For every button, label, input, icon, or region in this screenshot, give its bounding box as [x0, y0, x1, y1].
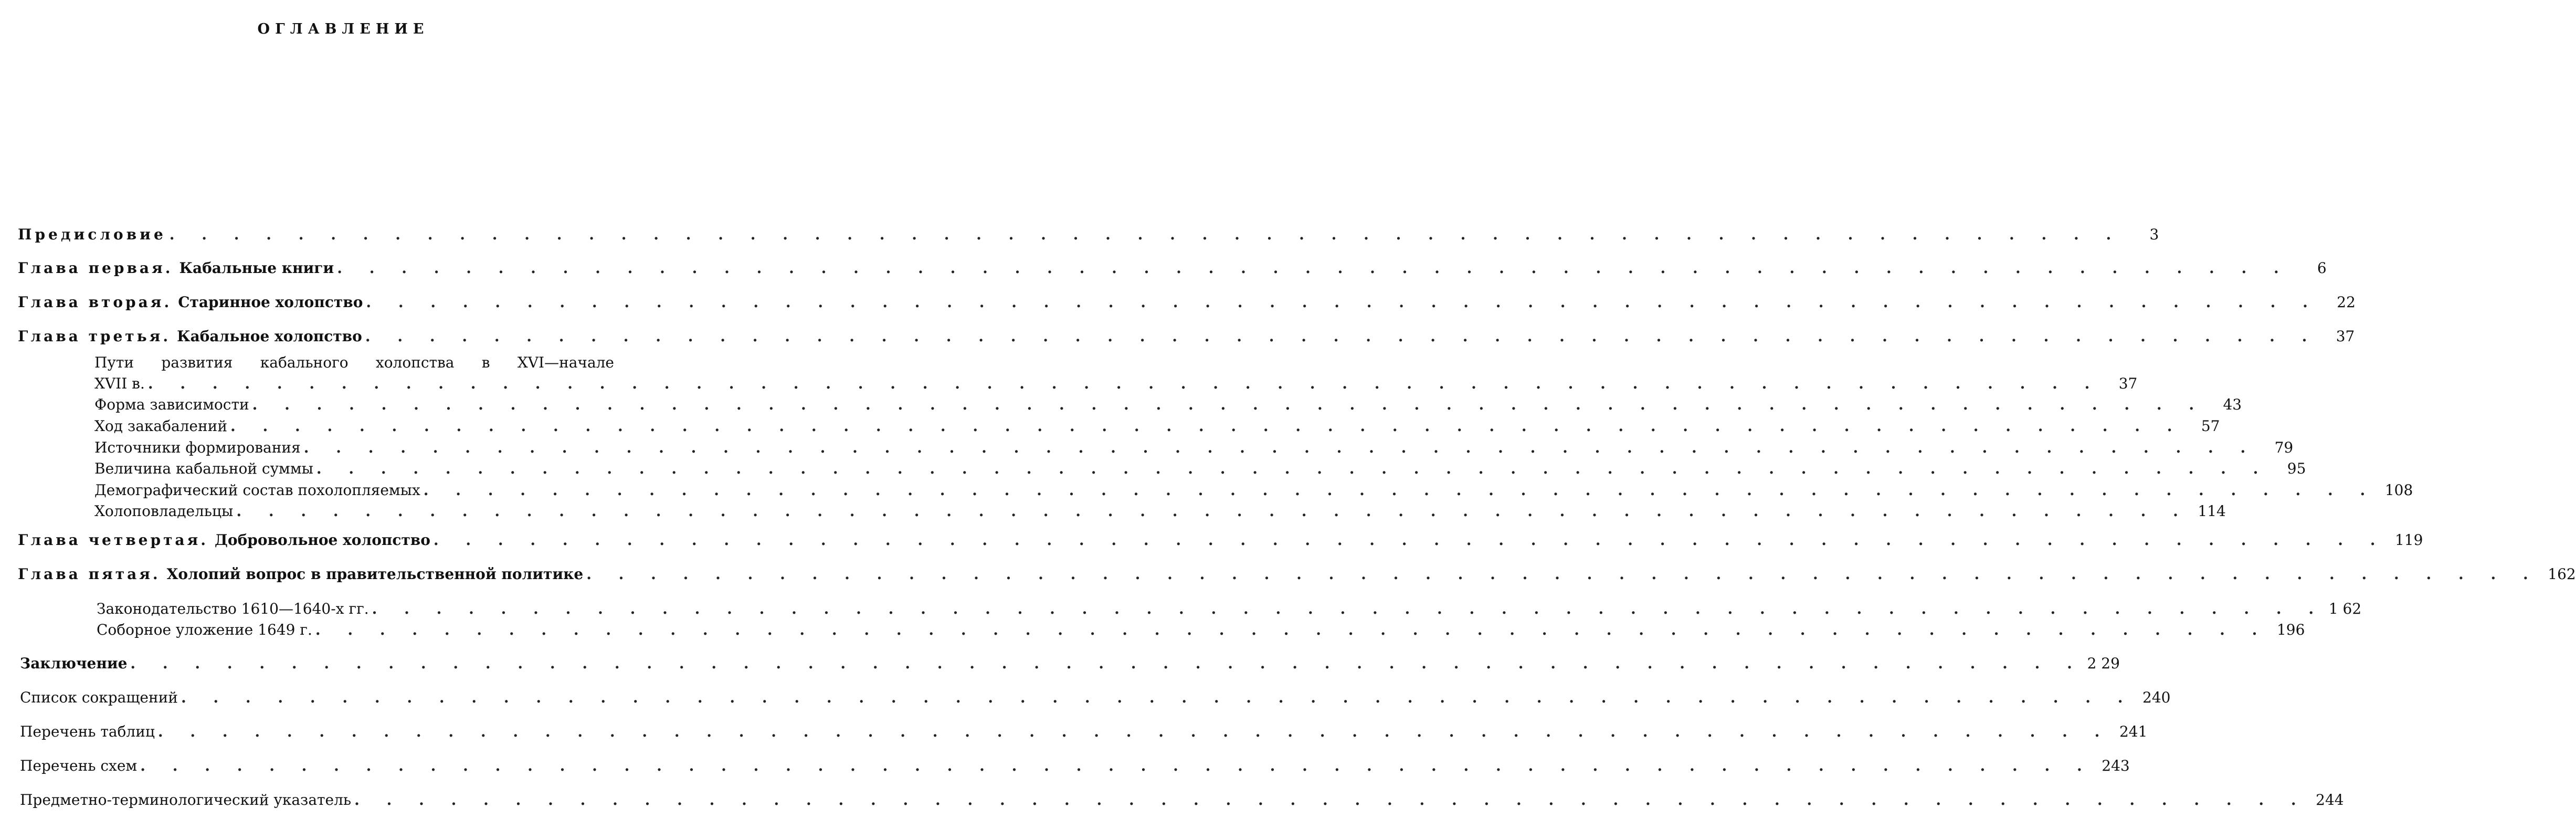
toc-entry-section-5-2[interactable]	[97, 621, 2305, 642]
section-title: Величина кабальной суммы	[94, 460, 313, 477]
section-title: Холоповладельцы	[94, 502, 234, 520]
toc-entry-label: Перечень схем	[20, 757, 138, 774]
section-title: Демографический состав похолопляемых	[94, 481, 420, 499]
toc-entry-label: Перечень таблиц	[20, 723, 155, 740]
section-title-word: в	[481, 354, 490, 371]
toc-entry-index[interactable]	[20, 791, 2344, 812]
toc-entry-abbreviations[interactable]	[20, 689, 2171, 710]
page-number: 57	[2201, 417, 2220, 435]
section-title: Форма зависимости	[94, 396, 249, 413]
dot-leader: . . . . . . . . . . . . . . . . . . . . . . . . . . . . . . . . . . . . . . . . . . . . . . . . . . . . . . . . . . . . .	[316, 460, 2269, 477]
dot-leader: . . . . . . . . . . . . . . . . . . . . . . . . . . . . . . . . . . . . . . . . . . . . . . . . . . . . . . . . . . . . .	[140, 757, 2093, 774]
dot-leader: . . . . . . . . . . . . . . . . . . . . . . . . . . . . . . . . . . . . . . . . . . . . . . . . . . . . . . . . . . . . .	[236, 502, 2189, 520]
page-number: 241	[2119, 723, 2148, 740]
page-number: 1 62	[2328, 600, 2362, 617]
page-number: 119	[2394, 531, 2423, 549]
chapter-label: Глава третья.	[18, 328, 171, 345]
toc-entry-chapter-2[interactable]	[18, 293, 2356, 314]
dot-leader: . . . . . . . . . . . . . . . . . . . . . . . . . . . . . . . . . . . . . . . . . . . . . . . . . . . . . . . . . . . . .	[354, 791, 2307, 808]
page-number: 244	[2316, 791, 2344, 808]
section-title: Ход закабалений	[94, 417, 227, 435]
dot-leader: . . . . . . . . . . . . . . . . . . . . . . . . . . . . . . . . . . . . . . . . . . . . . . . . . . . . . . . . . . . . .	[169, 226, 2123, 243]
toc-entry-schemes[interactable]	[20, 757, 2130, 778]
page-number: 108	[2384, 481, 2413, 499]
dot-leader: . . . . . . . . . . . . . . . . . . . . . . . . . . . . . . . . . . . . . . . . . . . . . . . . . . . . . . . . . . . . .	[586, 565, 2539, 583]
dot-leader: . . . . . . . . . . . . . . . . . . . . . . . . . . . . . . . . . . . . . . . . . . . . . . . . . . . . . . . . . . . . .	[366, 293, 2319, 311]
chapter-title: Добровольное холопство	[215, 531, 430, 549]
page-number: 79	[2274, 439, 2294, 456]
dot-leader: . . . . . . . . . . . . . . . . . . . . . . . . . . . . . . . . . . . . . . . . . . . . . . . . . . . . . . . . . . . . .	[157, 723, 2111, 740]
toc-entry-preface[interactable]	[18, 226, 2159, 247]
page-number: 2 29	[2087, 655, 2120, 672]
toc-entry-chapter-5[interactable]	[18, 565, 2576, 586]
dot-leader: . . . . . . . . . . . . . . . . . . . . . . . . . . . . . . . . . . . . . . . . . . . . . . . . . . . . . . . . . . . . .	[365, 328, 2318, 345]
page-number: 240	[2142, 689, 2171, 706]
toc-entry-chapter-1[interactable]	[18, 259, 2327, 280]
toc-entry-conclusion[interactable]	[20, 655, 2120, 676]
page-title: ОГЛАВЛЕНИЕ	[257, 21, 429, 37]
section-title-word: холопства	[375, 354, 455, 371]
toc-entry-section-3-1[interactable]	[94, 375, 2138, 396]
page-number: 162	[2548, 565, 2576, 583]
section-title-word: развития	[161, 354, 233, 371]
toc-entry-section-3-7[interactable]	[94, 502, 2226, 523]
page-number: 243	[2102, 757, 2130, 774]
page-number: 196	[2276, 621, 2305, 638]
toc-entry-chapter-3[interactable]	[18, 328, 2355, 349]
chapter-title: Старинное холопство	[178, 293, 363, 311]
section-title-word: кабального	[260, 354, 349, 371]
toc-entry-section-3-3[interactable]	[94, 417, 2220, 438]
section-title-word: Пути	[94, 354, 134, 371]
dot-leader: . . . . . . . . . . . . . . . . . . . . . . . . . . . . . . . . . . . . . . . . . . . . . . . . . . . . . . . . . . . . .	[315, 621, 2268, 638]
section-title: Источники формирования	[94, 439, 301, 456]
page-number: 43	[2223, 396, 2242, 413]
page-number: 95	[2287, 460, 2306, 477]
section-title-word: XVI—начале	[517, 354, 614, 371]
dot-leader: . . . . . . . . . . . . . . . . . . . . . . . . . . . . . . . . . . . . . . . . . . . . . . . . . . . . . . . . . . . . .	[181, 689, 2134, 706]
page-number: 37	[2336, 328, 2355, 345]
toc-entry-label: Заключение	[20, 655, 128, 672]
toc-entry-label: Список сокращений	[20, 689, 178, 706]
section-title-line-2: XVII в.	[94, 375, 145, 392]
chapter-label: Глава пятая.	[18, 565, 161, 583]
dot-leader: . . . . . . . . . . . . . . . . . . . . . . . . . . . . . . . . . . . . . . . . . . . . . . . . . . . . . . . . . . . . .	[433, 531, 2387, 549]
chapter-label: Глава четвертая.	[18, 531, 208, 549]
page-number: 114	[2198, 502, 2226, 520]
page-number: 37	[2118, 375, 2138, 392]
toc-entry-chapter-4[interactable]	[18, 531, 2423, 552]
dot-leader: . . . . . . . . . . . . . . . . . . . . . . . . . . . . . . . . . . . . . . . . . . . . . . . . . . . . . . . . . . . . .	[337, 259, 2290, 277]
dot-leader: . . . . . . . . . . . . . . . . . . . . . . . . . . . . . . . . . . . . . . . . . . . . . . . . . . . . . . . . . . . . .	[147, 375, 2101, 392]
chapter-title: Холопий вопрос в правительственной политике	[166, 565, 584, 583]
toc-entry-section-5-1[interactable]	[97, 600, 2362, 621]
toc-entry-section-3-2[interactable]	[94, 396, 2242, 417]
dot-leader: . . . . . . . . . . . . . . . . . . . . . . . . . . . . . . . . . . . . . . . . . . . . . . . . . . . . . . . . . . . . .	[303, 439, 2257, 456]
toc-entry-tables[interactable]	[20, 723, 2148, 744]
toc-entry-label: Предисловие	[18, 226, 166, 243]
dot-leader: . . . . . . . . . . . . . . . . . . . . . . . . . . . . . . . . . . . . . . . . . . . . . . . . . . . . . . . . . . . . .	[230, 417, 2183, 435]
chapter-title: Кабальное холопство	[177, 328, 362, 345]
dot-leader: . . . . . . . . . . . . . . . . . . . . . . . . . . . . . . . . . . . . . . . . . . . . . . . . . . . . . . . . . . . . .	[130, 655, 2083, 672]
toc-entry-section-3-4[interactable]	[94, 439, 2294, 460]
toc-entry-label: Предметно-терминологический указатель	[20, 791, 352, 808]
page-number: 3	[2149, 226, 2159, 243]
page-number: 22	[2337, 293, 2356, 311]
section-title-line-1	[94, 354, 614, 371]
section-title: Соборное уложение 1649 г.	[97, 621, 312, 638]
chapter-label: Глава вторая.	[18, 293, 172, 311]
dot-leader: . . . . . . . . . . . . . . . . . . . . . . . . . . . . . . . . . . . . . . . . . . . . . . . . . . . . . . . . . . . . .	[372, 600, 2325, 617]
toc-entry-section-3-6[interactable]	[94, 481, 2413, 502]
toc-entry-section-3-5[interactable]	[94, 460, 2306, 481]
chapter-label: Глава первая.	[18, 259, 173, 277]
dot-leader: . . . . . . . . . . . . . . . . . . . . . . . . . . . . . . . . . . . . . . . . . . . . . . . . . . . . . . . . . . . . .	[423, 481, 2377, 499]
section-title: Законодательство 1610—1640-х гг.	[97, 600, 369, 617]
page-number: 6	[2317, 259, 2327, 277]
chapter-title: Кабальные книги	[179, 259, 334, 277]
dot-leader: . . . . . . . . . . . . . . . . . . . . . . . . . . . . . . . . . . . . . . . . . . . . . . . . . . . . . . . . . . . . .	[252, 396, 2205, 413]
